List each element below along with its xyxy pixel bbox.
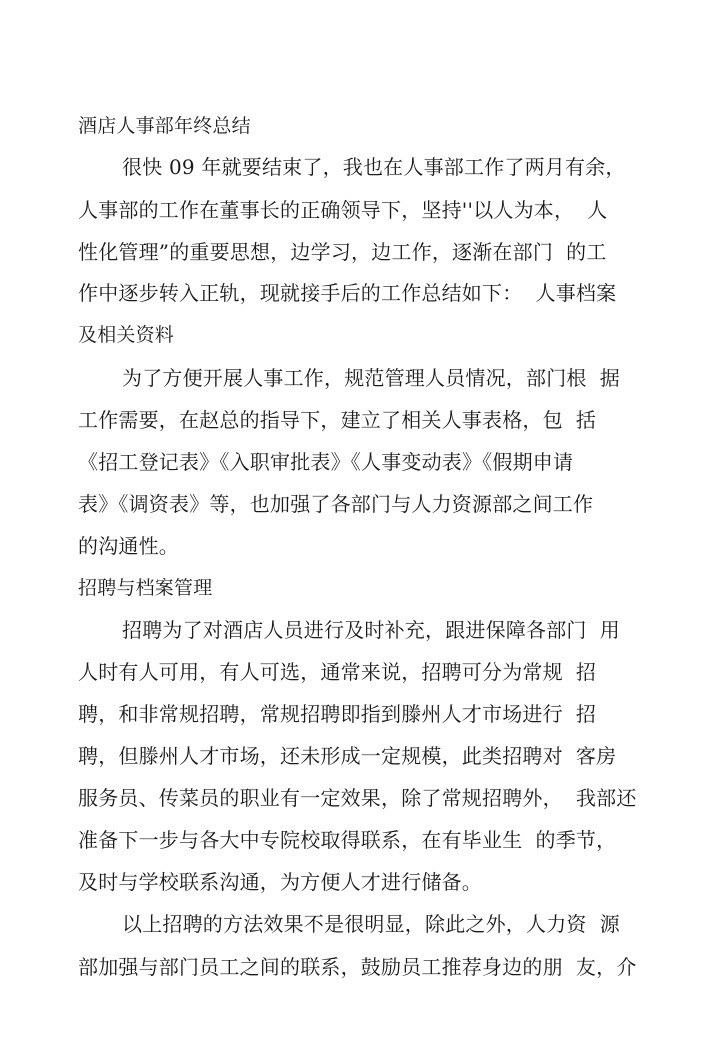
paragraph-line: 很快 09 年就要结束了，我也在人事部工作了两月有余， [122, 155, 626, 179]
document-title: 酒店人事部年终总结 [78, 115, 251, 137]
paragraph-line: 准备下一步与各大中专院校取得联系，在有毕业生 的季节， [78, 828, 617, 852]
paragraph-line: 作中逐步转入正轨，现就接手后的工作总结如下： 人事档案 [78, 281, 617, 305]
paragraph-line: 部加强与部门员工之间的联系，鼓励员工推荐身边的朋 友，介 [78, 955, 637, 979]
section-heading: 及相关资料 [78, 324, 175, 346]
paragraph-line: 人事部的工作在董事长的正确领导下，坚持''以人为本， 人 [78, 198, 608, 222]
paragraph-line: 《招工登记表》《入职审批表》《人事变动表》《假期申请 [78, 450, 574, 474]
paragraph-line: 表》《调资表》等，也加强了各部门与人力资源部之间工作 [78, 492, 594, 516]
paragraph-line: 及时与学校联系沟通，为方便人才进行储备。 [78, 870, 482, 894]
section-heading: 招聘与档案管理 [78, 577, 213, 599]
paragraph-line: 聘，和非常规招聘，常规招聘即指到滕州人才市场进行 招 [78, 702, 597, 726]
paragraph-line: 的沟通性。 [78, 534, 179, 558]
paragraph-line: 性化管理”的重要思想，边学习，边工作，逐渐在部门 的工 [78, 240, 607, 264]
paragraph-line: 以上招聘的方法效果不是很明显，除此之外，人力资 源 [122, 912, 620, 936]
paragraph-line: 聘，但滕州人才市场，还未形成一定规模，此类招聘对 客房 [78, 744, 617, 768]
paragraph-line: 服务员、传菜员的职业有一定效果，除了常规招聘外， 我部还 [78, 786, 637, 810]
paragraph-line: 为了方便开展人事工作，规范管理人员情况，部门根 据 [122, 366, 620, 390]
paragraph-line: 招聘为了对酒店人员进行及时补充，跟进保障各部门 用 [122, 618, 620, 642]
paragraph-line: 工作需要，在赵总的指导下，建立了相关人事表格，包 括 [78, 408, 597, 432]
paragraph-line: 人时有人可用，有人可选，通常来说，招聘可分为常规 招 [78, 660, 597, 684]
